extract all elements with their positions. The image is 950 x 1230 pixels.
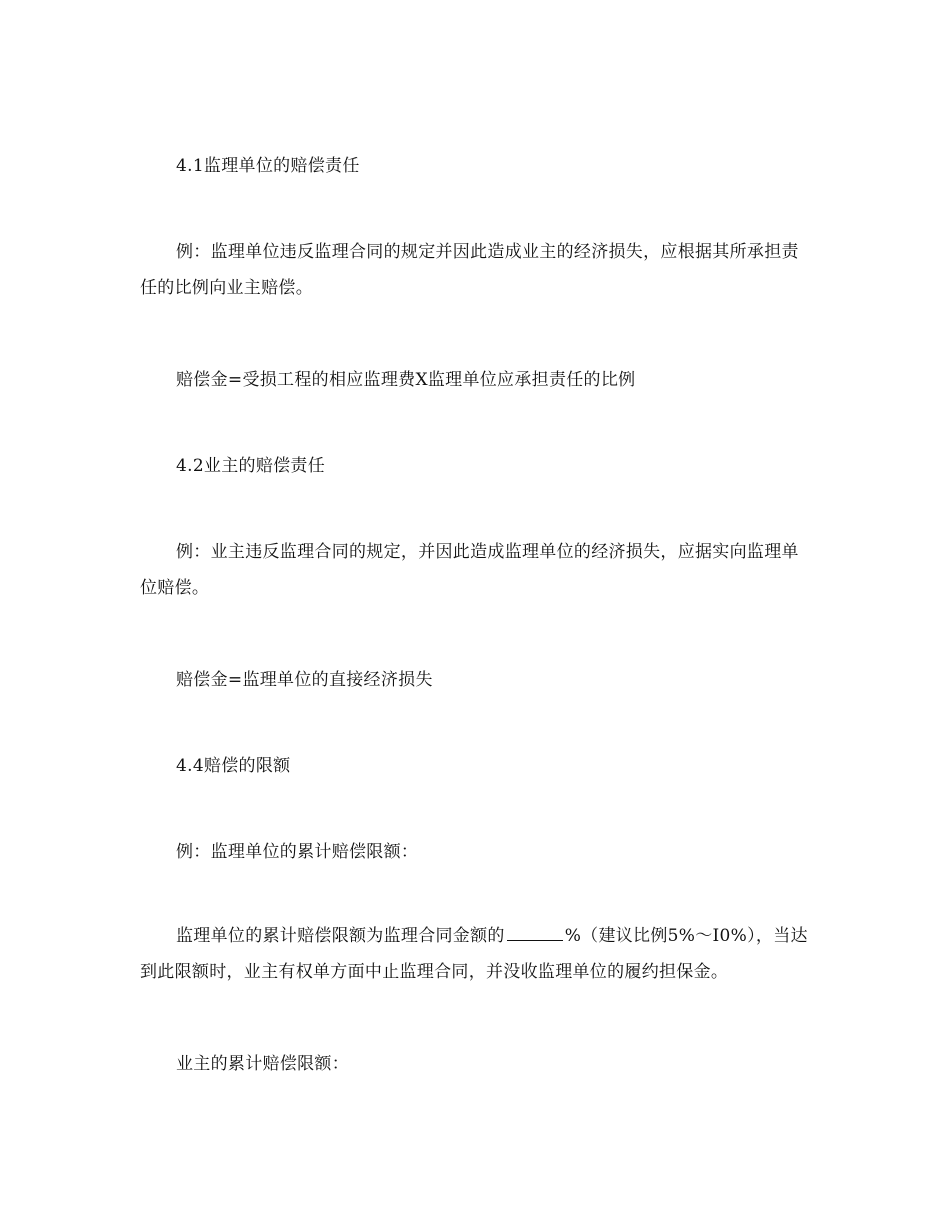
supervisor-limit-paragraph — [140, 918, 810, 990]
example-paragraph-supervisor-liability: 例：监理单位违反监理合同的规定并因此造成业主的经济损失，应根据其所承担责任的比例向业主赔偿。 — [140, 242, 799, 298]
section-heading-4-1: 4.1监理单位的赔偿责任 — [176, 156, 360, 176]
example-paragraph-owner-liability: 例：业主违反监理合同的规定，并因此造成监理单位的经济损失，应据实向监理单位赔偿。 — [140, 542, 799, 598]
example-paragraph-supervisor-limit: 例：监理单位的累计赔偿限额： — [176, 842, 419, 862]
supervisor-limit-text-start: 监理单位的累计赔偿限额为监理合同金额的 — [176, 926, 505, 946]
fill-in-blank — [507, 922, 563, 941]
supervisor-limit-text-end: %（建议比例5%～I0%），当达到此限额时，业主有权单方面中止监理合同，并没收监理单位的履约担保金。 — [140, 926, 808, 982]
compensation-formula-supervisor: 赔偿金=受损工程的相应监理费X监理单位应承担责任的比例 — [176, 370, 636, 390]
section-heading-4-4: 4.4赔偿的限额 — [176, 756, 291, 776]
owner-limit-heading: 业主的累计赔偿限额： — [176, 1054, 349, 1074]
compensation-formula-owner: 赔偿金=监理单位的直接经济损失 — [176, 670, 433, 690]
section-heading-4-2: 4.2业主的赔偿责任 — [176, 456, 326, 476]
